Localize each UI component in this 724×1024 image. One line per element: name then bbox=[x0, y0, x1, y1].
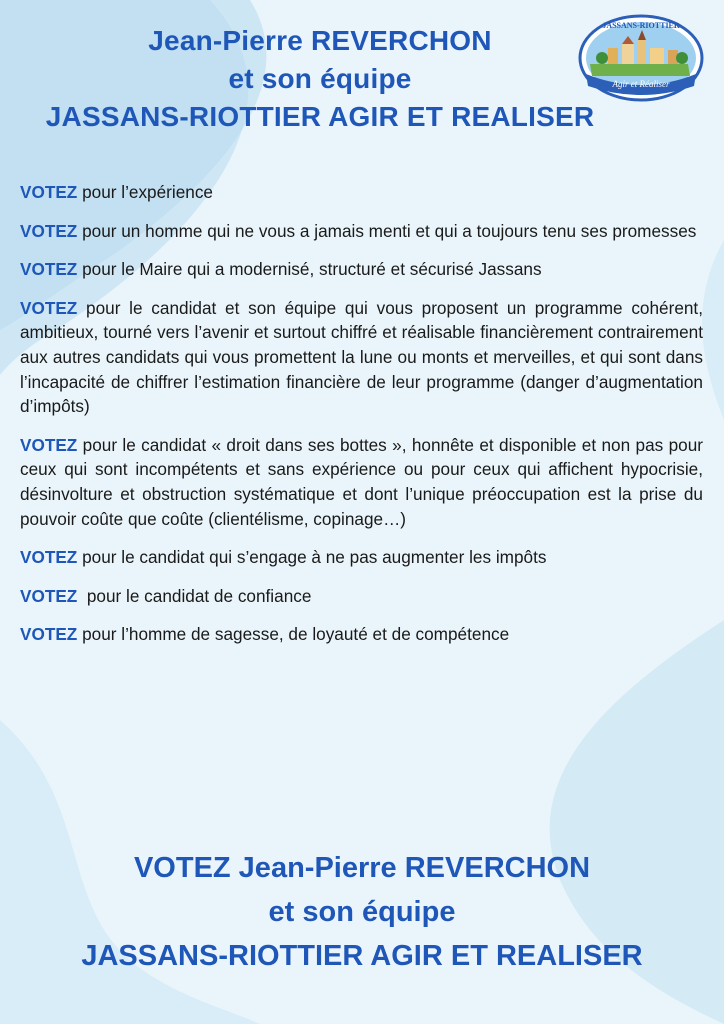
logo-top-text: JASSANS-RIOTTIER bbox=[602, 21, 680, 30]
votez-keyword: VOTEZ bbox=[20, 585, 78, 606]
argument-paragraph bbox=[20, 545, 703, 570]
header-list-name: JASSANS-RIOTTIER AGIR ET REALISER bbox=[45, 101, 595, 132]
argument-paragraph bbox=[20, 257, 703, 282]
votez-keyword: VOTEZ bbox=[20, 220, 78, 241]
arguments-list bbox=[20, 180, 703, 661]
argument-text: pour l’homme de sagesse, de loyauté et de compétence bbox=[77, 624, 510, 645]
footer-vote-name: VOTEZ Jean-Pierre REVERCHON bbox=[133, 852, 591, 884]
header-team-line: et son équipe bbox=[228, 63, 412, 94]
argument-paragraph bbox=[20, 180, 703, 205]
footer-call-to-action bbox=[0, 846, 724, 978]
argument-paragraph bbox=[20, 219, 703, 244]
votez-keyword: VOTEZ bbox=[20, 259, 78, 280]
argument-paragraph bbox=[20, 622, 703, 647]
argument-text: pour le candidat de confiance bbox=[77, 585, 312, 606]
argument-paragraph bbox=[20, 584, 703, 609]
argument-text: pour le candidat qui s’engage à ne pas augmenter les impôts bbox=[77, 547, 547, 568]
footer-team-line: et son équipe bbox=[268, 896, 456, 928]
argument-paragraph bbox=[20, 433, 703, 531]
argument-text: pour le candidat « droit dans ses bottes », honnête et disponible et non pas pour ceux qui sont incompétents et sans expérience ou pour ceux qui affichent hypocrisie, désinvolture et obstruction systématique et dont l’unique préoccupation est la prise du pouvoir coûte que coûte (clientélisme, copinage…) bbox=[20, 434, 703, 529]
argument-paragraph bbox=[20, 296, 703, 419]
argument-text: pour le Maire qui a modernisé, structuré et sécurisé Jassans bbox=[77, 259, 542, 280]
votez-keyword: VOTEZ bbox=[20, 297, 78, 318]
votez-keyword: VOTEZ bbox=[20, 182, 78, 202]
header-candidate-name: Jean-Pierre REVERCHON bbox=[148, 25, 492, 56]
argument-text: pour un homme qui ne vous a jamais menti et qui a toujours tenu ses promesses bbox=[77, 220, 697, 241]
votez-keyword: VOTEZ bbox=[20, 434, 78, 455]
jassans-riottier-logo bbox=[578, 14, 704, 102]
logo-ribbon-text: Agir et Réaliser bbox=[612, 79, 670, 89]
footer-list-name: JASSANS-RIOTTIER AGIR ET REALISER bbox=[81, 940, 643, 972]
votez-keyword: VOTEZ bbox=[20, 547, 78, 568]
votez-keyword: VOTEZ bbox=[20, 624, 78, 645]
header-title bbox=[0, 22, 640, 136]
argument-text: pour le candidat et son équipe qui vous proposent un programme cohérent, ambitieux, tourné vers l’avenir et surtout chiffré et réalisable financièrement contrairement aux autres candidats qui vous promettent la lune ou monts et merveilles, et qui sont dans l’incapacité de chiffrer l’estimation financière de leur programme (danger d’augmentation d’impôts) bbox=[20, 297, 703, 417]
argument-text: pour l’expérience bbox=[77, 182, 213, 202]
